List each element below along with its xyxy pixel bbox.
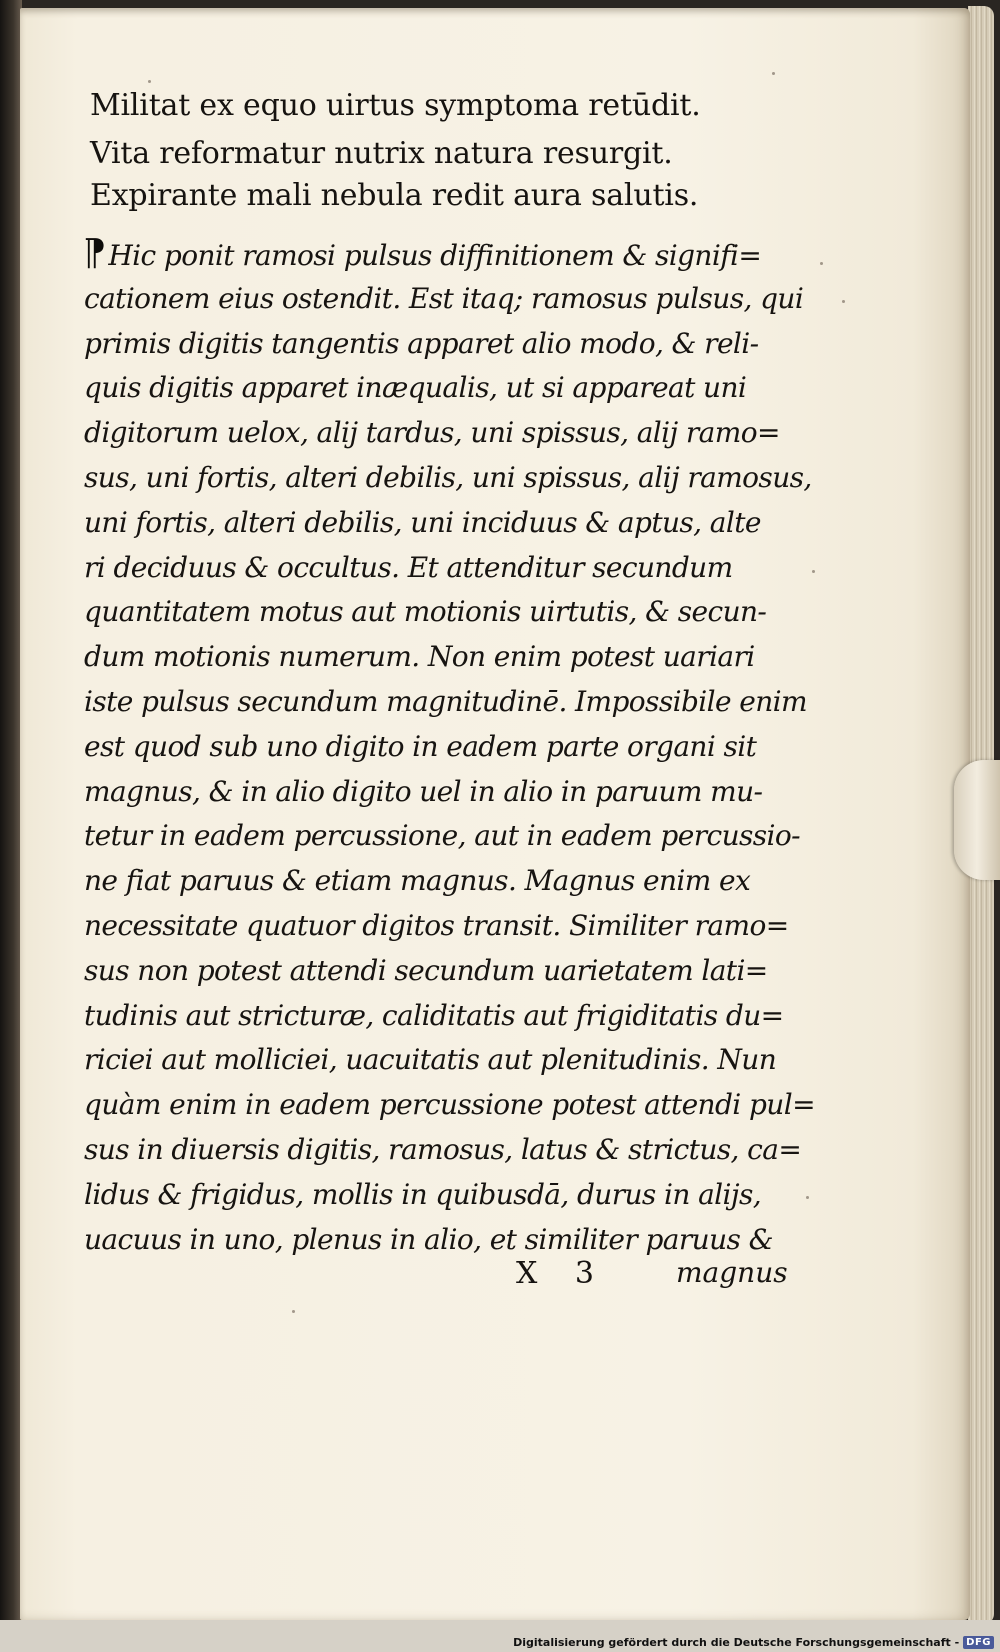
commentary-line: ri deciduus & occultus. Et attenditur secundum <box>84 550 733 584</box>
commentary-line: quis digitis apparet inæqualis, ut si appareat uni <box>84 371 747 405</box>
book-spine <box>0 0 22 1652</box>
commentary-line: quàm enim in eadem percussione potest attendi pul= <box>84 1088 815 1122</box>
commentary-line: necessitate quatuor digitos transit. Similiter ramo= <box>84 908 789 942</box>
commentary-line: sus in diuersis digitis, ramosus, latus & strictus, ca= <box>84 1132 802 1166</box>
commentary-line: magnus, & in alio digito uel in alio in paruum mu- <box>84 774 763 808</box>
commentary-line: riciei aut molliciei, uacuitatis aut plenitudinis. Nun <box>84 1043 777 1077</box>
commentary-line: tudinis aut stricturæ, caliditatis aut frigiditatis du= <box>84 998 784 1032</box>
ink-speck <box>806 1196 809 1199</box>
credit-text: Digitalisierung gefördert durch die Deutsche Forschungsgemeinschaft - <box>513 1635 960 1649</box>
digitization-credit <box>513 1634 994 1650</box>
commentary-line: uni fortis, alteri debilis, uni inciduus & aptus, alte <box>84 505 761 539</box>
ink-speck <box>820 262 823 265</box>
commentary-line: uacuus in uno, plenus in alio, et similiter paruus & <box>84 1222 773 1256</box>
commentary-line: cationem eius ostendit. Est itaq; ramosus pulsus, qui <box>84 281 804 315</box>
commentary-line: quantitatem motus aut motionis uirtutis, & secun- <box>84 595 767 629</box>
commentary-line: est quod sub uno digito in eadem parte organi sit <box>84 729 757 763</box>
page-clasp <box>954 760 1000 880</box>
commentary-text <box>84 232 815 1262</box>
commentary-line-text: Hic ponit ramosi pulsus diffinitionem & signifi= <box>108 239 762 272</box>
signature-mark: X 3 <box>516 1256 608 1291</box>
ink-speck <box>842 300 845 303</box>
commentary-line: iste pulsus secundum magnitudinē. Impossibile enim <box>84 684 807 718</box>
commentary-line: tetur in eadem percussione, aut in eadem percussio- <box>84 819 801 853</box>
ink-speck <box>292 1310 295 1313</box>
ink-speck <box>812 570 815 573</box>
commentary-line: dum motionis numerum. Non enim potest uariari <box>84 640 755 674</box>
commentary-line <box>84 232 784 277</box>
commentary-line: primis digitis tangentis apparet alio modo, & reli- <box>84 326 759 360</box>
dfg-logo: DFG <box>963 1636 994 1649</box>
commentary-line: sus, uni fortis, alteri debilis, uni spissus, alij ramosus, <box>84 460 812 494</box>
catchword: magnus <box>676 1256 788 1289</box>
ink-speck <box>772 72 775 75</box>
verse-line: Vita reformatur nutrix natura resurgit. <box>90 136 673 171</box>
commentary-line: lidus & frigidus, mollis in quibusdā, durus in alijs, <box>84 1177 762 1211</box>
commentary-line: sus non potest attendi secundum uarietatem lati= <box>84 953 768 987</box>
ink-speck <box>148 80 151 83</box>
paragraph-mark: ¶ <box>84 233 107 274</box>
verse-line: Militat ex equo uirtus symptoma retūdit. <box>90 88 701 123</box>
commentary-line: ne fiat paruus & etiam magnus. Magnus enim ex <box>84 864 751 898</box>
commentary-line: digitorum uelox, alij tardus, uni spissus, alij ramo= <box>84 416 780 450</box>
verse-line: Expirante mali nebula redit aura salutis. <box>90 178 699 213</box>
